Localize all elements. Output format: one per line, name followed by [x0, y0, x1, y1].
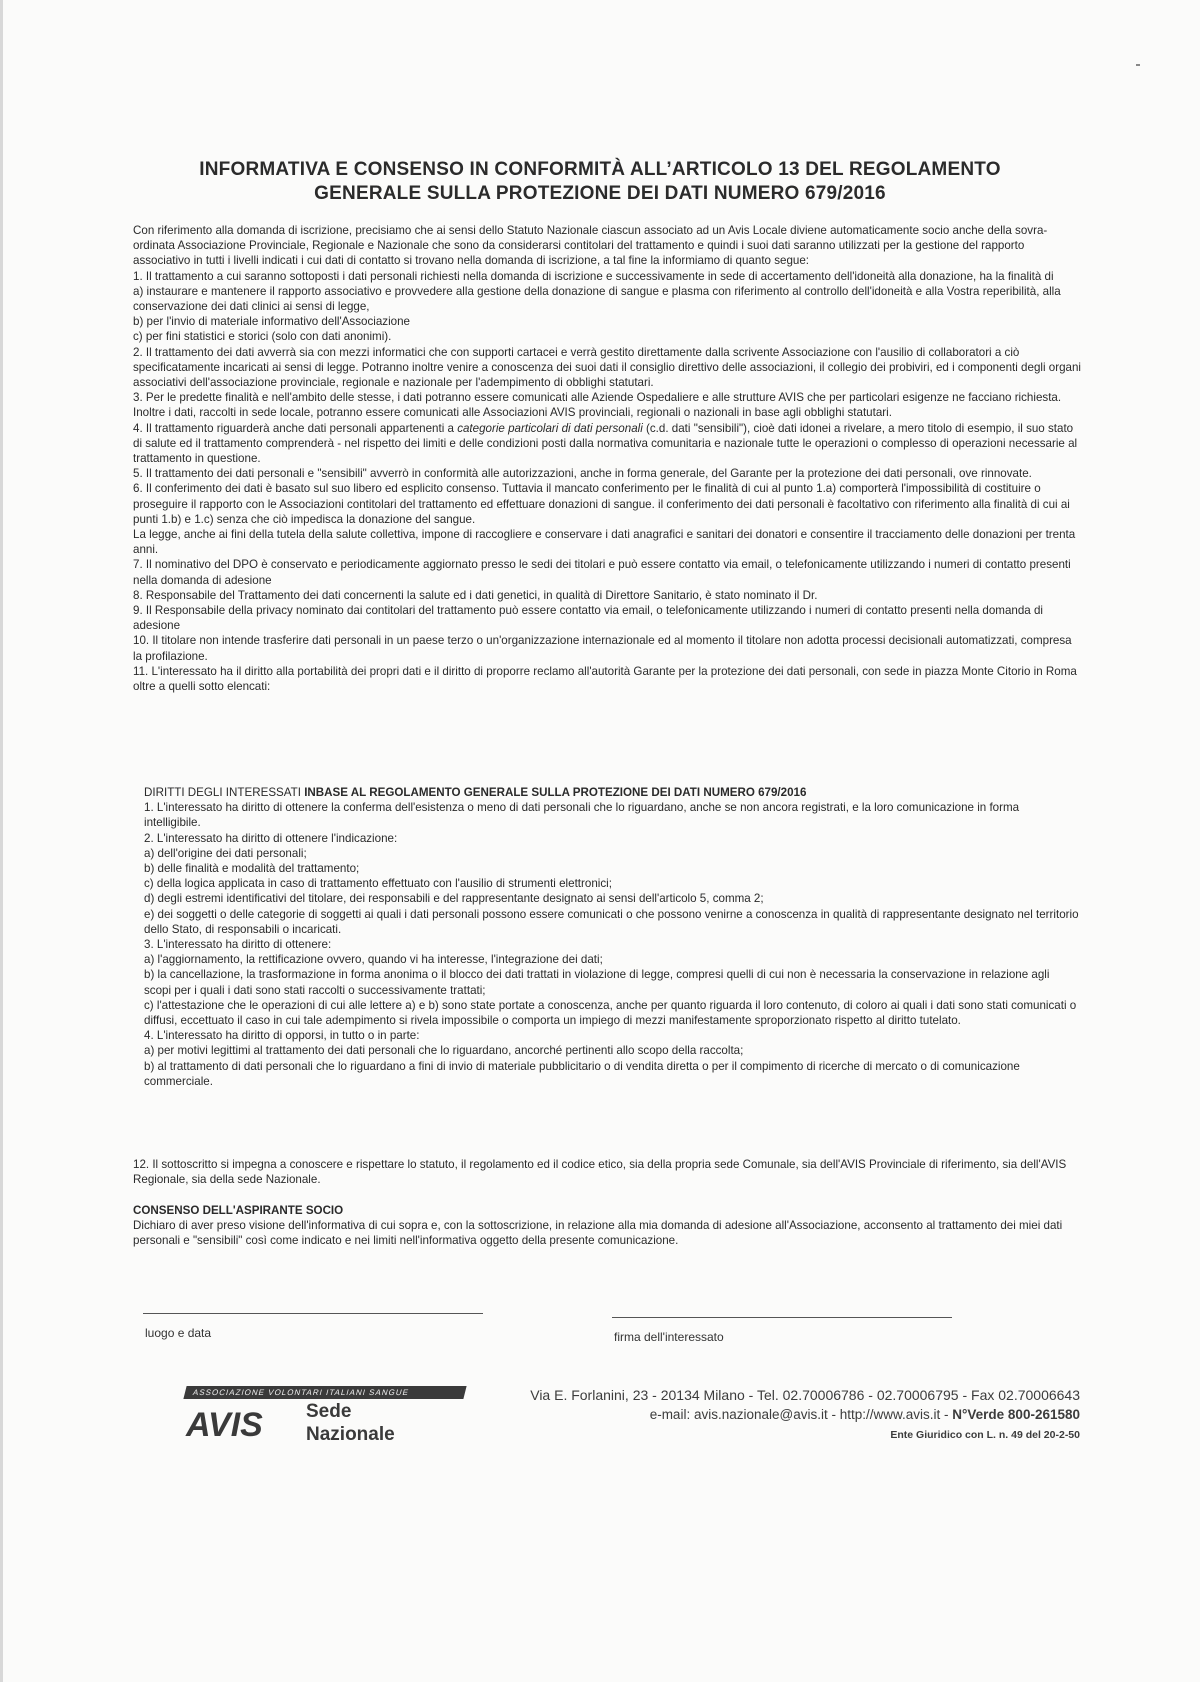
footer-address: Via E. Forlanini, 23 - 20134 Milano - Tel. 02.70006786 - 02.70006795 - Fax 02.70006643: [530, 1387, 1080, 1403]
right-4: 4. L'interessato ha diritto di opporsi, in tutto o in parte:: [144, 1029, 420, 1043]
scan-speck: [1136, 64, 1140, 66]
signature-label: firma dell'interessato: [614, 1330, 724, 1344]
avis-logo-band: ASSOCIAZIONE VOLONTARI ITALIANI SANGUE: [183, 1386, 466, 1399]
right-4a: a) per motivi legittimi al trattamento dei dati personali che lo riguardano, ancorché pertinenti allo scopo della raccolta;: [144, 1044, 744, 1058]
rights-heading-bold: INBASE AL REGOLAMENTO GENERALE SULLA PROTEZIONE DEI DATI NUMERO 679/2016: [304, 786, 807, 799]
right-2d: d) degli estremi identificativi del titolare, dei responsabili e del rappresentante designato ai sensi dell'articolo 5, comma 2;: [144, 892, 764, 906]
point-3: 3. Per le predette finalità e nell'ambito delle stesse, i dati potranno essere comunicati alle Aziende Ospedaliere e alle strutture AVIS che per particolari esigenze ne facciano richiesta. Inoltre i dati, raccolti in sede locale, potranno essere comunicati alle Associazioni AVIS provinciali, regionali o nazionali in base agli obblighi statutari.: [133, 391, 1062, 420]
point-7: 7. Il nominativo del DPO è conservato e periodicamente aggiornato presso le sedi dei titolari e può essere contatto via email, o telefonicamente utilizzando i numeri di contatto presenti nella domanda di adesione: [133, 558, 1071, 587]
sede-line-2: Nazionale: [306, 1424, 395, 1445]
signature-line[interactable]: [612, 1317, 952, 1318]
point-1a: a) instaurare e mantenere il rapporto associativo e provvedere alla gestione della donazione di sangue e plasma con riferimento al controllo dell'idoneità e alla Vostra reperibilità, alla conservazione dei dati clinici ai sensi di legge,: [133, 284, 1061, 314]
point-8: 8. Responsabile del Trattamento dei dati concernenti la salute ed i dati genetici, in qualità di Direttore Sanitario, è stato nominato il Dr.: [133, 588, 818, 602]
consent-text: Dichiaro di aver preso visione dell'informativa di cui sopra e, con la sottoscrizione, in relazione alla mia domanda di adesione all'Associazione, acconsento al trattamento dei miei dati personali e "sensibili" così come indicato e nei limiti nell'informativa oggetto della presente comunicazione.: [133, 1219, 1063, 1248]
point-4-pre: 4. Il trattamento riguarderà anche dati personali appartenenti a: [133, 421, 458, 435]
point-11: 11. L'interessato ha il diritto alla portabilità dei propri dati e il diritto di proporre reclamo all'autorità Garante per la protezione dei dati personali, con sede in piazza Monte Citorio in Roma oltre a quelli sotto elencati:: [133, 664, 1077, 694]
point-1b: b) per l'invio di materiale informativo dell'Associazione: [133, 315, 411, 329]
point-5: 5. Il trattamento dei dati personali e "sensibili" avverrò in conformità alle autorizzazioni, anche in forma generale, del Garante per la protezione dei dati personali, ove rinnovate.: [133, 467, 1032, 481]
right-2a: a) dell'origine dei dati personali;: [144, 846, 307, 860]
right-3c: c) l'attestazione che le operazioni di cui alle lettere a) e b) sono state portate a conoscenza, anche per quanto riguarda il loro contenuto, di coloro ai quali i dati sono stati comunicati o diffusi, eccettuato il caso in cui tale adempimento si rivela impossibile o comporta un impiego di mezzi manifestamente sproporzionato rispetto al diritto tutelato.: [144, 998, 1077, 1028]
place-date-line[interactable]: [143, 1313, 483, 1314]
rights-section: [144, 785, 1079, 1089]
point-9: 9. Il Responsabile della privacy nominato dai contitolari del trattamento può essere contatto via email, o telefonicamente utilizzando i numeri di contatto presenti nella domanda di adesione: [133, 604, 1043, 633]
point-6: 6. Il conferimento dei dati è basato sul suo libero ed esplicito consenso. Tuttavia il mancato conferimento per le finalità di cui al punto 1.a) comporterà l'impossibilità di costituire o proseguire il rapporto con le Associazioni contitolari del trattamento ed effettuare donazioni di sangue. il conferimento dei dati personali è facoltativo con riferimento alla finalità di cui ai punti 1.b) e 1.c) senza che ciò impedisca la donazione del sangue.: [133, 482, 1070, 526]
document-title: [120, 158, 1080, 206]
closing-section: [133, 1157, 1083, 1187]
footer-ente: Ente Giuridico con L. n. 49 del 20-2-50: [890, 1429, 1080, 1441]
avis-logo-icon: [184, 1404, 304, 1442]
intro-paragraph: Con riferimento alla domanda di iscrizione, precisiamo che ai sensi dello Statuto Nazionale ciascun associato ad un Avis Locale diviene automaticamente socio anche della sovra-ordinata Associazione Provinciale, Regionale e Nazionale che sono da considerarsi contitolari del trattamento e quindi i suoi dati saranno utilizzati per la gestione del rapporto associativo in tutti i livelli indicati i cui dati di contatto si trovano nella domanda di iscrizione, a tal fine la informiamo di quanto segue:: [133, 224, 1048, 268]
avis-logo-word: AVIS: [186, 1406, 263, 1442]
scan-edge: [0, 0, 3, 1682]
right-3b: b) la cancellazione, la trasformazione in forma anonima o il blocco dei dati trattati in violazione di legge, compresi quelli di cui non è necessaria la conservazione in relazione agli scopi per i quali i dati sono stati raccolti o successivamente trattati;: [144, 968, 1050, 997]
point-12: 12. Il sottoscritto si impegna a conoscere e rispettare lo statuto, il regolamento ed il codice etico, sia della propria sede Comunale, sia dell'AVIS Provinciale di riferimento, sia dell'AVIS Regionale, sia della sede Nazionale.: [133, 1158, 1067, 1187]
point-1: 1. Il trattamento a cui saranno sottoposti i dati personali richiesti nella domanda di iscrizione e successivamente in sede di accertamento dell'idoneità alla donazione, ha la finalità di: [133, 269, 1054, 283]
point-4-post: (c.d. dati "sensibili"), cioè dati idonei a rivelare, a mero titolo di esempio, il suo stato di salute ed il trattamento comprenderà - nel rispetto dei limiti e delle condizioni posti dalla normativa comunitaria e nazionale tutte le operazioni o complesso di operazioni necessarie al trattamento in questione.: [133, 421, 1078, 466]
footer-numero-verde: N°Verde 800-261580: [952, 1407, 1080, 1422]
right-2c: c) della logica applicata in caso di trattamento effettuato con l'ausilio di strumenti elettronici;: [144, 877, 612, 891]
point-2: 2. Il trattamento dei dati avverrà sia con mezzi informatici che con supporti cartacei e verrà gestito direttamente dalla scrivente Associazione con l'ausilio di collaboratori a ciò specificatamente incaricati ai sensi di legge. Potranno inoltre venire a conoscenza dei suoi dati il consiglio direttivo delle associazioni, il collegio dei probiviri, ed i componenti degli organi associativi dell'associazione provinciale, regionale e nazionale per l'adempimento di obblighi statutari.: [133, 345, 1081, 390]
right-2e: e) dei soggetti o delle categorie di soggetti ai quali i dati personali possono essere comunicati o che possono venirne a conoscenza in qualità di rappresentante designato nel territorio dello Stato, di responsabili o incaricati.: [144, 907, 1079, 936]
footer-web: [530, 1405, 1080, 1425]
footer-email: e-mail: avis.nazionale@avis.it - http://www.avis.it -: [649, 1407, 953, 1422]
point-6-law: La legge, anche ai fini della tutela della salute collettiva, impone di raccogliere e conservare i dati anagrafici e sanitari dei donatori e consentire il tracciamento delle donazioni per trenta anni.: [133, 528, 1076, 557]
consent-section: [133, 1203, 1083, 1249]
right-2: 2. L'interessato ha diritto di ottenere l'indicazione:: [144, 831, 398, 845]
right-3: 3. L'interessato ha diritto di ottenere:: [144, 938, 332, 952]
right-3a: a) l'aggiornamento, la rettificazione ovvero, quando vi ha interesse, l'integrazione dei dati;: [144, 953, 603, 967]
title-line-1: INFORMATIVA E CONSENSO IN CONFORMITÀ ALL’ARTICOLO 13 DEL REGOLAMENTO: [199, 159, 1001, 180]
title-line-2: GENERALE SULLA PROTEZIONE DEI DATI NUMERO 679/2016: [314, 183, 886, 204]
sede-nazionale: [306, 1400, 395, 1446]
sede-line-1: Sede: [306, 1401, 352, 1422]
point-1c: c) per fini statistici e storici (solo con dati anonimi).: [133, 330, 392, 344]
point-4: [133, 421, 1083, 467]
right-2b: b) delle finalità e modalità del trattamento;: [144, 862, 360, 876]
right-1: 1. L'interessato ha diritto di ottenere la conferma dell'esistenza o meno di dati personali che lo riguardano, anche se non ancora registrati, e la loro comunicazione in forma intelligibile.: [144, 801, 1020, 830]
rights-heading: [144, 785, 1079, 800]
consent-title: CONSENSO DELL'ASPIRANTE SOCIO: [133, 1204, 344, 1217]
informativa-body: [133, 223, 1083, 694]
place-date-label: luogo e data: [145, 1326, 212, 1340]
rights-heading-plain: DIRITTI DEGLI INTERESSATI: [144, 786, 305, 799]
right-4b: b) al trattamento di dati personali che lo riguardano a fini di invio di materiale pubblicitario o di vendita diretta o per il compimento di ricerche di mercato o di comunicazione commerciale.: [144, 1059, 1020, 1088]
point-4-emphasis: categorie particolari di dati personali: [457, 421, 643, 435]
footer-contacts: [530, 1385, 1080, 1445]
point-10: 10. Il titolare non intende trasferire dati personali in un paese terzo o un'organizzazione internazionale ed al momento il titolare non adotta processi decisionali automatizzati, compresa la profilazione.: [133, 634, 1072, 663]
